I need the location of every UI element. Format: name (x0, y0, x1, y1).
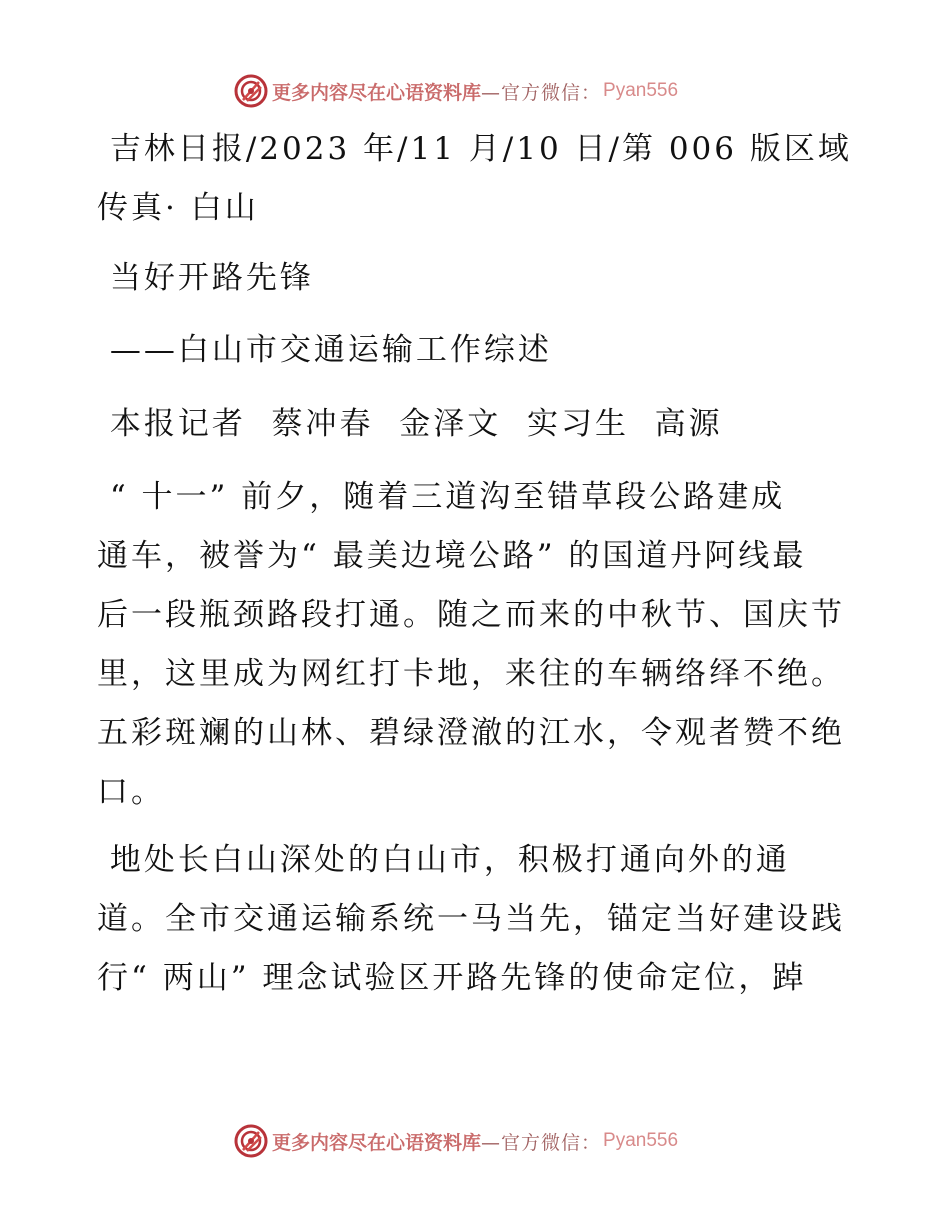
paragraph-line: 行“ 两山” 理念试验区开路先锋的使命定位，踔 (97, 960, 807, 996)
article-byline (97, 395, 857, 454)
meta-line: 吉林日报/2023 年/11 月/10 日/第 006 版区域 (97, 131, 852, 167)
red-seal-logo-icon (234, 1124, 268, 1158)
byline-text: 本报记者 蔡冲春 金泽文 实习生 高源 (97, 406, 723, 442)
paragraph-line: 地处长白山深处的白山市，积极打通向外的通 (97, 842, 790, 878)
watermark-banner-top (234, 71, 678, 111)
headline-text: 当好开路先锋 (97, 260, 314, 296)
article-headline (97, 249, 857, 308)
watermark-text: 更多内容尽在心语资料库 (272, 81, 482, 104)
paragraph-line: 口。 (97, 774, 165, 810)
subtitle-text: ——白山市交通运输工作综述 (97, 332, 552, 368)
paragraph-line: 五彩斑斓的山林、碧绿澄澈的江水，令观者赞不绝 (97, 715, 845, 751)
article-subtitle (97, 321, 857, 380)
paragraph-line: 道。全市交通运输系统一马当先，锚定当好建设践 (97, 901, 845, 937)
article-meta (97, 120, 857, 238)
meta-line: 传真· 白山 (97, 190, 259, 226)
watermark-wechat-id: Pyan556 (603, 80, 679, 101)
paragraph-line: 通车，被誉为“ 最美边境公路” 的国道丹阿线最 (97, 538, 807, 574)
red-seal-logo-icon (234, 74, 268, 108)
watermark-official-label: —官方微信： (481, 1131, 602, 1154)
paragraph-line: “ 十一” 前夕，随着三道沟至错草段公路建成 (97, 479, 786, 515)
watermark-wechat-id: Pyan556 (603, 1130, 679, 1151)
paragraph-1 (97, 468, 857, 822)
watermark-text: 更多内容尽在心语资料库 (272, 1131, 482, 1154)
paragraph-line: 里，这里成为网红打卡地，来往的车辆络绎不绝。 (97, 656, 845, 692)
paragraph-2 (97, 831, 857, 1008)
watermark-banner-bottom (234, 1121, 678, 1161)
paragraph-line: 后一段瓶颈路段打通。随之而来的中秋节、国庆节 (97, 597, 845, 633)
watermark-official-label: —官方微信： (481, 81, 602, 104)
